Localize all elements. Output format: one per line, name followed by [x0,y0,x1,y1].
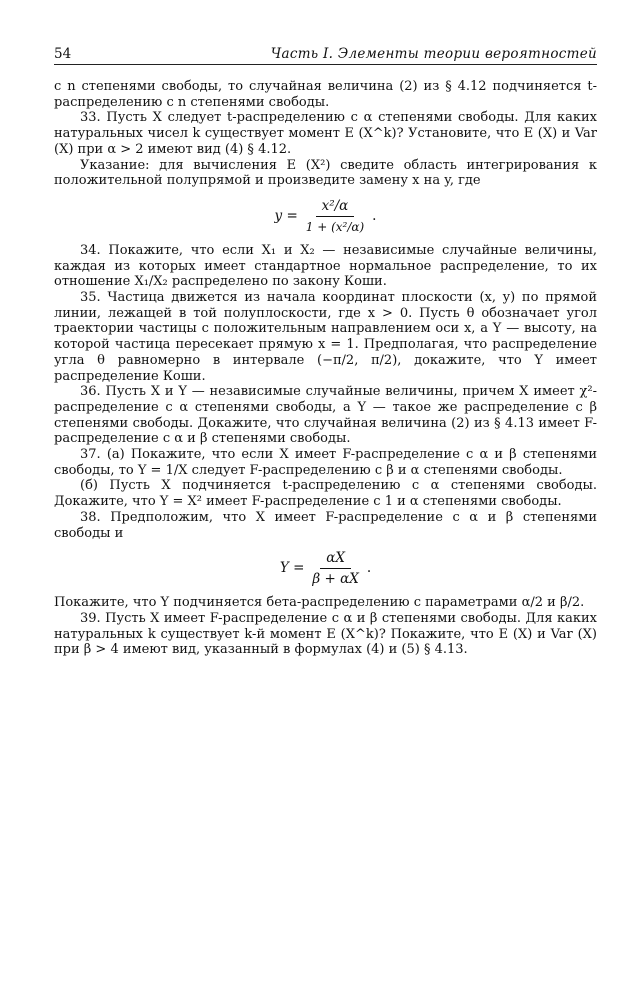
fraction-denominator: 1 + (x²/α) [305,219,365,234]
exercise-34: 34. Покажите, что если X₁ и X₂ — независимые случайные величины, каждая из которых имеет стандартное нормальное распределение, то их отношение X₁/X₂ распределено по закону Коши. [54,242,597,290]
fraction [300,198,370,235]
exercise-36: 36. Пусть X и Y — независимые случайные величины, причем X имеет χ²-распределение с α степенями свободы, а Y — такое же распределение с β степенями свободы. Докажите, что случайная величина (2) из § 4.13 имеет F-распределение с α и β степенями свободы. [54,384,597,447]
exercise-35: 35. Частица движется из начала координат плоскости (x, y) по прямой линии, лежащей в той полуплоскости, где x > 0. Пусть θ обозначает угол траектории частицы с положительным направлением оси x, а Y — высоту, на которой частица пересекает прямую x = 1. Предполагая, что распределение угла θ равномерно в интервале (−π/2, π/2), докажите, что Y имеет распределение Коши. [54,290,597,384]
formula-y-substitution [54,198,597,235]
exercise-33-hint: Указание: для вычисления E (X²) сведите область интегрирования к положительной полупрямой и произведите замену x на y, где [54,157,597,189]
page-number: 54 [54,46,72,62]
fraction-denominator: β + αX [312,571,359,588]
fraction-numerator: x²/α [316,198,355,217]
formula-lhs: Y = [279,559,305,576]
fraction [306,550,364,587]
formula-end: . [366,559,372,576]
exercise-37b: (б) Пусть X подчиняется t-распределению с α степенями свободы. Докажите, что Y = X² имеет F-распределение с 1 и α степенями свободы. [54,478,597,510]
formula-y-beta [54,550,597,587]
exercise-33: 33. Пусть X следует t-распределению с α степенями свободы. Для каких натуральных чисел k существует момент E (X^k)? Установите, что E (X) и Var (X) при α > 2 имеют вид (4) § 4.12. [54,110,597,157]
book-page [54,44,597,658]
fraction-numerator: αX [320,550,351,569]
page-header [54,44,597,65]
exercise-38: 38. Предположим, что X имеет F-распределение с α и β степенями свободы и [54,509,597,541]
exercise-37a: 37. (а) Покажите, что если X имеет F-распределение с α и β степенями свободы, то Y = 1/X следует F-распределению с β и α степенями свободы. [54,447,597,478]
running-title: Часть I. Элементы теории вероятностей [270,46,597,62]
exercise-38-conclusion: Покажите, что Y подчиняется бета-распределению с параметрами α/2 и β/2. [54,595,585,611]
paragraph-continuation: с n степенями свободы, то случайная величина (2) из § 4.12 подчиняется t-распределению с n степенями свободы. [54,79,597,110]
page-body [54,79,597,658]
exercise-39: 39. Пусть X имеет F-распределение с α и β степенями свободы. Для каких натуральных k существует k-й момент E (X^k)? Покажите, что E (X) и Var (X) при β > 4 имеют вид, указанный в формулах (4) и (5) § 4.13. [54,610,597,658]
formula-end: . [372,207,377,224]
formula-lhs: y = [274,207,298,224]
